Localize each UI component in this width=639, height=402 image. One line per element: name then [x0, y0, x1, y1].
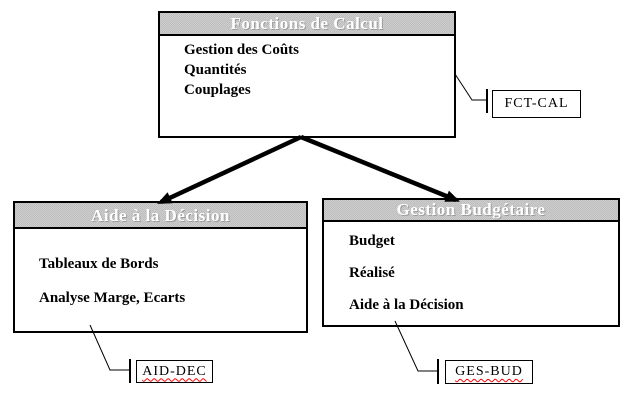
tag-fct-cal — [492, 90, 581, 118]
arrow-to-gestion-budgetaire — [301, 137, 456, 200]
tag-label: GES-BUD — [455, 364, 523, 379]
list-item: Analyse Marge, Ecarts — [39, 290, 186, 306]
box-title-gestion-budgetaire: Gestion Budgétaire — [324, 200, 618, 222]
callout-line-ges-bud — [395, 321, 438, 371]
box-fonctions-de-calcul — [158, 11, 456, 138]
list-item: Couplages — [184, 82, 251, 98]
tag-aid-dec — [136, 360, 213, 383]
list-item: Budget — [349, 233, 395, 249]
box-title-aide-a-la-decision: Aide à la Décision — [15, 203, 306, 229]
list-item: Tableaux de Bords — [39, 256, 159, 272]
box-body-fonctions-de-calcul — [160, 36, 454, 100]
tag-label: AID-DEC — [142, 363, 207, 379]
list-item: Réalisé — [349, 265, 395, 281]
box-body-aide-a-la-decision — [15, 256, 306, 307]
tag-ges-bud — [445, 360, 533, 384]
list-item: Quantités — [184, 62, 247, 78]
arrow-to-aide-decision — [161, 137, 301, 202]
box-body-gestion-budgetaire — [324, 233, 618, 314]
box-gestion-budgetaire — [322, 198, 620, 327]
tag-label: FCT-CAL — [504, 96, 569, 111]
list-item: Gestion des Coûts — [184, 42, 300, 58]
box-aide-a-la-decision — [13, 201, 308, 333]
box-title-fonctions-de-calcul: Fonctions de Calcul — [160, 13, 454, 36]
list-item: Aide à la Décision — [349, 297, 464, 313]
callout-line-fct-cal — [455, 74, 487, 100]
